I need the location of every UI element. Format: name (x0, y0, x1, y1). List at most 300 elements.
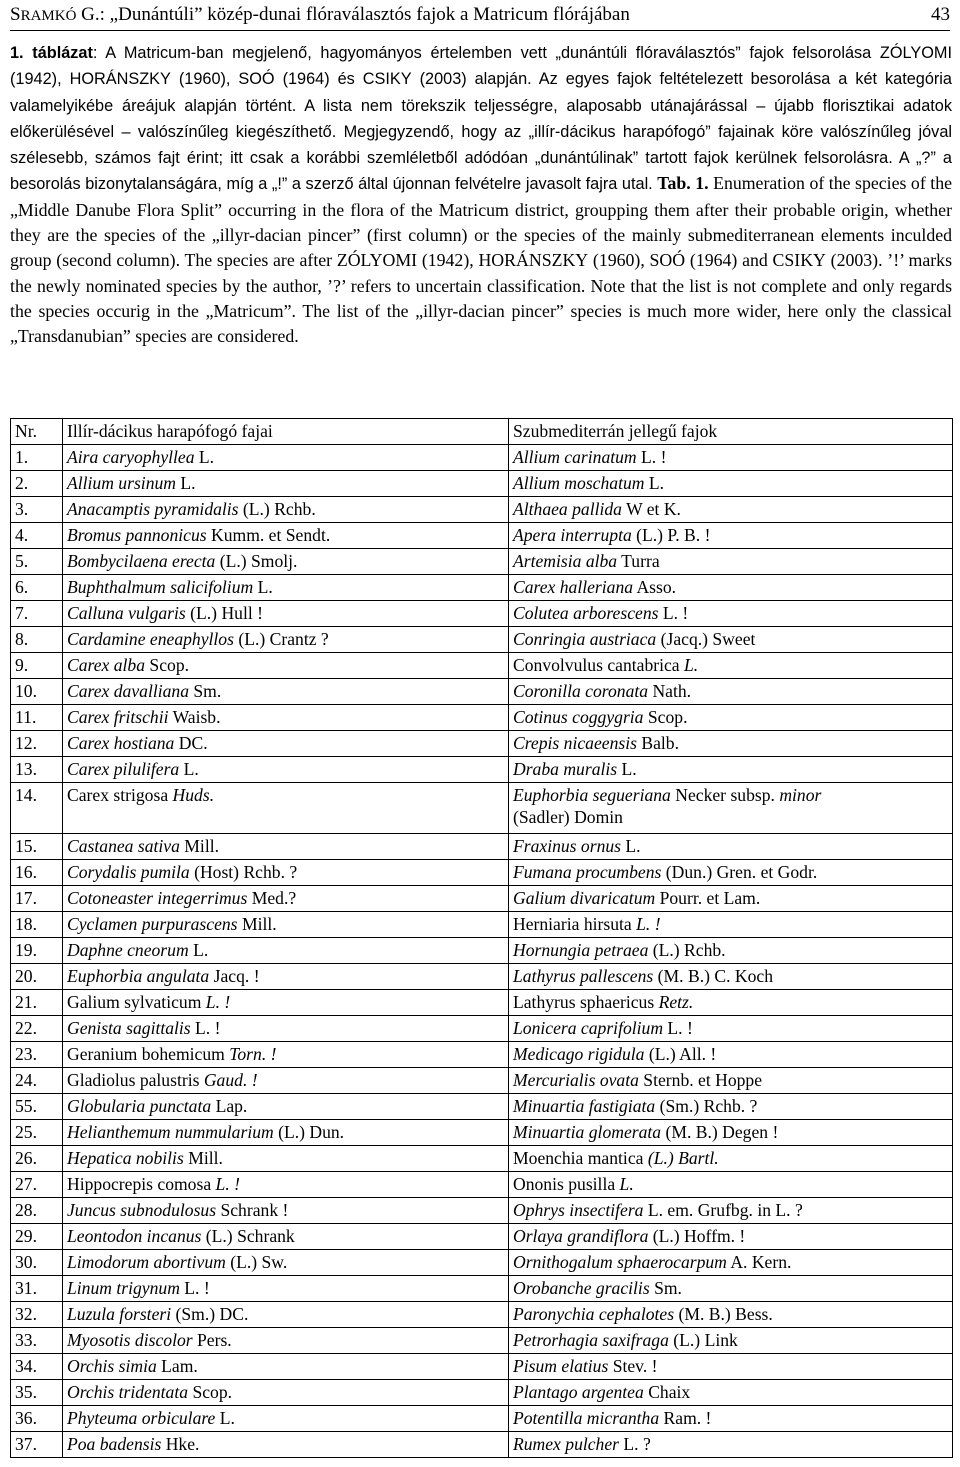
row-number: 28. (11, 1198, 63, 1224)
submediterranean-species (509, 783, 953, 834)
citation-horanszky: HORÁNSZKY (69, 70, 171, 89)
species-author: L. ! (663, 1018, 693, 1038)
species-name: Lathyrus pallescens (513, 966, 654, 986)
row-number: 37. (11, 1432, 63, 1458)
table-row (11, 1172, 953, 1198)
table-caption (10, 40, 952, 350)
species-name: Althaea pallida (513, 499, 622, 519)
row-number: 36. (11, 1406, 63, 1432)
illyr-dacian-species (63, 679, 509, 705)
submediterranean-species (509, 471, 953, 497)
illyr-dacian-species (63, 1380, 509, 1406)
table-row (11, 783, 953, 834)
species-name: Convolvulus cantabrica (513, 655, 685, 675)
species-table (10, 418, 953, 1458)
citation-zolyomi: ZÓLYOMI (879, 44, 952, 62)
row-number: 26. (11, 1146, 63, 1172)
illyr-dacian-species (63, 731, 509, 757)
species-author: Med.? (247, 888, 297, 908)
species-name: Ophrys insectifera (513, 1200, 644, 1220)
species-author: L. (188, 940, 209, 960)
running-title (10, 4, 630, 26)
species-author: Mill. (237, 914, 277, 934)
illyr-dacian-species (63, 549, 509, 575)
species-author: L. (194, 447, 215, 467)
species-author: L. (179, 759, 199, 779)
species-name: Carex hostiana (67, 733, 175, 753)
species-author: Lam. (156, 1356, 198, 1376)
caption-hu-label: 1. táblázat (10, 44, 93, 62)
species-author: L. ! (190, 1018, 221, 1038)
row-number: 10. (11, 679, 63, 705)
species-name: Geranium bohemicum (67, 1044, 230, 1064)
species-name: Carex fritschii (67, 707, 169, 727)
row-number: 55. (11, 1094, 63, 1120)
submediterranean-species (509, 679, 953, 705)
species-author: Sm. (189, 681, 222, 701)
species-author: Asso. (633, 577, 677, 597)
submediterranean-species (509, 964, 953, 990)
submediterranean-species (509, 1276, 953, 1302)
species-author: Chaix (643, 1382, 691, 1402)
row-number: 8. (11, 627, 63, 653)
species-author: (L.) Smolj. (215, 551, 298, 571)
row-number: 29. (11, 1224, 63, 1250)
row-number: 24. (11, 1068, 63, 1094)
row-number: 33. (11, 1328, 63, 1354)
row-number: 23. (11, 1042, 63, 1068)
table-row (11, 497, 953, 523)
species-author: L. (619, 1174, 634, 1194)
illyr-dacian-species (63, 471, 509, 497)
row-number: 21. (11, 990, 63, 1016)
species-name: Lonicera caprifolium (513, 1018, 664, 1038)
species-name: Leontodon incanus (67, 1226, 202, 1246)
species-author: (Jacq.) Sweet (656, 629, 756, 649)
submediterranean-species (509, 1224, 953, 1250)
table-row (11, 549, 953, 575)
species-name: Myosotis discolor (67, 1330, 193, 1350)
table-row (11, 886, 953, 912)
species-author: (Dun.) Gren. et Godr. (661, 862, 818, 882)
species-author: Gaud. ! (203, 1070, 258, 1090)
row-number: 13. (11, 757, 63, 783)
species-name: Poa badensis (67, 1434, 162, 1454)
illyr-dacian-species (63, 1250, 509, 1276)
species-name: Linum trigynum (67, 1278, 180, 1298)
species-author: Jacq. ! (209, 966, 260, 986)
submediterranean-species (509, 1146, 953, 1172)
illyr-dacian-species (63, 1120, 509, 1146)
species-author: A. Kern. (726, 1252, 792, 1272)
table-row (11, 705, 953, 731)
species-author: Turra (617, 551, 660, 571)
illyr-dacian-species (63, 497, 509, 523)
illyr-dacian-species (63, 1406, 509, 1432)
submediterranean-species (509, 731, 953, 757)
species-author: Scop. (643, 707, 688, 727)
table-row (11, 731, 953, 757)
illyr-dacian-species (63, 964, 509, 990)
submediterranean-species (509, 938, 953, 964)
table-row (11, 575, 953, 601)
author-surname-initial: S (10, 4, 21, 25)
table-row (11, 601, 953, 627)
species-author: Sternb. et Hoppe (638, 1070, 763, 1090)
caption-en-label: Tab. 1. (657, 173, 709, 194)
illyr-dacian-species (63, 523, 509, 549)
citation-csiky: CSIKY (362, 70, 412, 89)
table-row (11, 912, 953, 938)
submediterranean-species (509, 1120, 953, 1146)
illyr-dacian-species (63, 1328, 509, 1354)
caption-en-text: (2003). ’!’ marks the newly nominated species by the author, ’?’ refers to uncertain classification. Note that the list is not complete and only regards the species occurig in the „Matricum”. The list of the „illyr-dacian pincer” species is much more wider, here only the classical „Transdanubian” species are considered. (10, 250, 952, 347)
species-name: Colutea arborescens (513, 603, 659, 623)
species-author: L. (215, 1408, 235, 1428)
species-name: Pisum elatius (513, 1356, 609, 1376)
caption-hu-text: (1964) és (274, 70, 363, 89)
species-name: Juncus subnodulosus (67, 1200, 217, 1220)
caption-en-text: (1942), (417, 250, 479, 271)
species-author: L. em. Grufbg. in L. ? (643, 1200, 803, 1220)
table-row (11, 1016, 953, 1042)
submediterranean-species (509, 601, 953, 627)
species-author: DC. (174, 733, 208, 753)
citation-soo: SOÓ (649, 250, 686, 271)
illyr-dacian-species (63, 1354, 509, 1380)
species-author: W et K. (621, 499, 681, 519)
running-header (10, 0, 950, 31)
species-name: Potentilla micrantha (513, 1408, 660, 1428)
table-row (11, 653, 953, 679)
illyr-dacian-species (63, 601, 509, 627)
species-author: (L.) Schrank (201, 1226, 295, 1246)
row-number: 34. (11, 1354, 63, 1380)
illyr-dacian-species (63, 860, 509, 886)
species-name: Limodorum abortivum (67, 1252, 226, 1272)
species-name: Globularia punctata (67, 1096, 212, 1116)
species-name: Apera interrupta (513, 525, 632, 545)
illyr-dacian-species (63, 886, 509, 912)
page-number: 43 (931, 4, 950, 25)
species-name: Cotoneaster integerrimus (67, 888, 248, 908)
row-number: 5. (11, 549, 63, 575)
submediterranean-species (509, 834, 953, 860)
illyr-dacian-species (63, 1016, 509, 1042)
species-author: L. (617, 759, 637, 779)
illyr-dacian-species (63, 1276, 509, 1302)
species-name: Artemisia alba (513, 551, 618, 571)
species-name: Ornithogalum sphaerocarpum (513, 1252, 727, 1272)
illyr-dacian-species (63, 627, 509, 653)
submediterranean-species (509, 1172, 953, 1198)
submediterranean-species (509, 1328, 953, 1354)
species-name: Carex pilulifera (67, 759, 180, 779)
table-row (11, 627, 953, 653)
species-author: Huds. (172, 785, 215, 805)
citation-horanszky: HORÁNSZKY (478, 250, 589, 271)
species-author: Mill. (179, 836, 219, 856)
species-author: Mill. (183, 1148, 223, 1168)
species-author: L. ! (658, 603, 689, 623)
species-name: Moenchia mantica (513, 1148, 648, 1168)
species-name: Medicago rigidula (513, 1044, 645, 1064)
row-number: 32. (11, 1302, 63, 1328)
species-author: (L.) Bartl. (647, 1148, 719, 1168)
species-author: L. ? (619, 1434, 651, 1454)
row-number: 30. (11, 1250, 63, 1276)
species-name: Minuartia fastigiata (513, 1096, 656, 1116)
species-author: Schrank ! (216, 1200, 289, 1220)
species-author: (M. B.) C. Koch (653, 966, 773, 986)
species-author: (L.) P. B. ! (631, 525, 711, 545)
submediterranean-species (509, 549, 953, 575)
species-name: Carex strigosa (67, 785, 173, 805)
species-name: Allium carinatum (513, 447, 637, 467)
species-name: Luzula forsteri (67, 1304, 172, 1324)
row-number: 3. (11, 497, 63, 523)
submediterranean-species (509, 523, 953, 549)
illyr-dacian-species (63, 912, 509, 938)
species-name: Hepatica nobilis (67, 1148, 184, 1168)
species-author: Scop. (145, 655, 190, 675)
species-name: Carex alba (67, 655, 146, 675)
species-author: (Sm.) Rchb. ? (655, 1096, 758, 1116)
species-author: (L.) Rchb. (648, 940, 726, 960)
species-author: L. ! (179, 1278, 210, 1298)
species-name: Hippocrepis comosa (67, 1174, 216, 1194)
row-number: 7. (11, 601, 63, 627)
illyr-dacian-species (63, 990, 509, 1016)
row-number: 31. (11, 1276, 63, 1302)
species-author: L. ! (636, 447, 667, 467)
header-submediterranean: Szubmediterrán jellegű fajok (509, 419, 953, 445)
submediterranean-species (509, 1198, 953, 1224)
species-name: Crepis nicaeensis (513, 733, 637, 753)
species-author: L. (253, 577, 273, 597)
submediterranean-species (509, 653, 953, 679)
illyr-dacian-species (63, 757, 509, 783)
table-header-row (11, 419, 953, 445)
illyr-dacian-species (63, 938, 509, 964)
species-author: L. ! (215, 1174, 240, 1194)
species-name: Daphne cneorum (67, 940, 189, 960)
caption-hu-text: (1960), (170, 70, 239, 89)
species-author: (M. B.) Bess. (674, 1304, 773, 1324)
submediterranean-species (509, 1042, 953, 1068)
table-row (11, 964, 953, 990)
table-row (11, 1302, 953, 1328)
submediterranean-species (509, 1354, 953, 1380)
species-author: Pourr. et Lam. (655, 888, 761, 908)
species-author: (Sadler) Domin (513, 807, 623, 827)
species-name: Genista sagittalis (67, 1018, 191, 1038)
species-name: Fumana procumbens (513, 862, 662, 882)
submediterranean-species (509, 1068, 953, 1094)
species-name: Cardamine eneaphyllos (67, 629, 234, 649)
row-number: 18. (11, 912, 63, 938)
table-row (11, 1406, 953, 1432)
submediterranean-species (509, 886, 953, 912)
species-name: Euphorbia segueriana (513, 785, 671, 805)
row-number: 20. (11, 964, 63, 990)
species-author: Kumm. et Sendt. (206, 525, 331, 545)
illyr-dacian-species (63, 783, 509, 834)
species-name: Bombycilaena erecta (67, 551, 216, 571)
author-surname: RAMKÓ (20, 8, 77, 24)
species-author: L. ! (205, 992, 231, 1012)
species-name: Anacamptis pyramidalis (67, 499, 239, 519)
row-number: 15. (11, 834, 63, 860)
illyr-dacian-species (63, 1302, 509, 1328)
species-author: Torn. ! (229, 1044, 277, 1064)
caption-en-text: (1964) and (685, 250, 773, 271)
species-name: Orchis tridentata (67, 1382, 189, 1402)
illyr-dacian-species (63, 575, 509, 601)
species-name: Fraxinus ornus (513, 836, 622, 856)
row-number: 6. (11, 575, 63, 601)
table-row (11, 523, 953, 549)
species-name: Lathyrus sphaericus (513, 992, 659, 1012)
illyr-dacian-species (63, 1094, 509, 1120)
illyr-dacian-species (63, 1042, 509, 1068)
species-name: Plantago argentea (513, 1382, 644, 1402)
submediterranean-species (509, 912, 953, 938)
table-row (11, 1146, 953, 1172)
species-author: Ram. ! (659, 1408, 712, 1428)
illyr-dacian-species (63, 1068, 509, 1094)
species-name: Hornungia petraea (513, 940, 649, 960)
species-author: (L.) Dun. (273, 1122, 345, 1142)
species-author: (L.) Hoffm. ! (648, 1226, 746, 1246)
species-author: (L.) Link (668, 1330, 738, 1350)
species-name: Phyteuma orbiculare (67, 1408, 216, 1428)
species-name: Helianthemum nummularium (67, 1122, 274, 1142)
species-name: Allium moschatum (513, 473, 645, 493)
species-author: Retz. (658, 992, 694, 1012)
species-name: Coronilla coronata (513, 681, 649, 701)
row-number: 22. (11, 1016, 63, 1042)
species-name: Orlaya grandiflora (513, 1226, 649, 1246)
illyr-dacian-species (63, 1146, 509, 1172)
table-row (11, 1198, 953, 1224)
row-number: 1. (11, 445, 63, 471)
table-row (11, 1224, 953, 1250)
species-name: Orchis simia (67, 1356, 157, 1376)
row-number: 27. (11, 1172, 63, 1198)
article-title: „Dunántúli” közép-dunai flóraválasztós fajok a Matricum flórájában (109, 4, 630, 25)
caption-hungarian (10, 44, 952, 193)
species-name: Corydalis pumila (67, 862, 190, 882)
table-row (11, 1094, 953, 1120)
species-name: Calluna vulgaris (67, 603, 186, 623)
illyr-dacian-species (63, 834, 509, 860)
species-name: Galium divaricatum (513, 888, 656, 908)
species-name: Paronychia cephalotes (513, 1304, 675, 1324)
submediterranean-species (509, 1406, 953, 1432)
table-row (11, 445, 953, 471)
species-author: Necker subsp. (670, 785, 780, 805)
caption-hu-text: (1942), (10, 70, 70, 89)
species-name: Mercurialis ovata (513, 1070, 639, 1090)
species-name: Ononis pusilla (513, 1174, 620, 1194)
submediterranean-species (509, 1250, 953, 1276)
citation-zolyomi: ZÓLYOMI (336, 250, 418, 271)
row-number: 12. (11, 731, 63, 757)
species-name: Gladiolus palustris (67, 1070, 204, 1090)
submediterranean-species (509, 860, 953, 886)
species-author: (L.) Crantz ? (233, 629, 329, 649)
species-author: (Sm.) DC. (171, 1304, 249, 1324)
species-name: Minuartia glomerata (513, 1122, 662, 1142)
species-author: (L.) All. ! (644, 1044, 717, 1064)
species-name: Rumex pulcher (513, 1434, 620, 1454)
row-number: 17. (11, 886, 63, 912)
species-name: Cyclamen purpurascens (67, 914, 238, 934)
table-row (11, 1250, 953, 1276)
citation-soo: SOÓ (238, 70, 275, 89)
table-row (11, 1068, 953, 1094)
header-illyr-dacian: Illír-dácikus harapófogó fajai (63, 419, 509, 445)
row-number: 35. (11, 1380, 63, 1406)
species-name: Allium ursinum (67, 473, 176, 493)
species-name: Conringia austriaca (513, 629, 657, 649)
table-row (11, 757, 953, 783)
submediterranean-species (509, 445, 953, 471)
species-name: Carex halleriana (513, 577, 634, 597)
caption-en-text: (1960), (588, 250, 650, 271)
species-name: Aira caryophyllea (67, 447, 195, 467)
submediterranean-species (509, 1432, 953, 1458)
illyr-dacian-species (63, 1224, 509, 1250)
illyr-dacian-species (63, 1432, 509, 1458)
species-author: Nath. (648, 681, 692, 701)
citation-csiky: CSIKY (772, 250, 826, 271)
species-author: L. (621, 836, 641, 856)
submediterranean-species (509, 497, 953, 523)
species-author: (M. B.) Degen ! (661, 1122, 779, 1142)
species-author: L. ! (636, 914, 661, 934)
species-author: Sm. (649, 1278, 682, 1298)
species-author: (L.) Sw. (225, 1252, 288, 1272)
species-name: Petrorhagia saxifraga (513, 1330, 669, 1350)
table-row (11, 990, 953, 1016)
row-number: 14. (11, 783, 63, 834)
species-name: Herniaria hirsuta (513, 914, 637, 934)
table-row (11, 471, 953, 497)
species-author: Scop. (188, 1382, 233, 1402)
row-number: 9. (11, 653, 63, 679)
species-author: L. (644, 473, 665, 493)
species-name: Bromus pannonicus (67, 525, 207, 545)
species-author: L. (684, 655, 699, 675)
caption-hu-text: (2003) alapján. Az egyes fajok feltételezett besorolása a két kategória valamelyikébe áreájuk alapján történt. A lista nem törekszik teljességre, alaposabb utánajárással – újabb florisztikai adatok előkerülésével – valószínűleg kiegészíthető. Megjegyzendő, hogy az „illír-dácikus harapófogó” fajainak köre valószínűleg jóval szélesebb, számos fajt érint; itt csak a korábbi szemléletből adódóan „dunántúlinak” tartott fajok kerülnek felsorolásra. A „?” a besorolás bizonytalanságára, míg a „!” a szerző által újonnan felvételre javasolt fajra utal. (10, 70, 952, 194)
illyr-dacian-species (63, 1172, 509, 1198)
species-author: Hke. (161, 1434, 200, 1454)
submediterranean-species (509, 757, 953, 783)
illyr-dacian-species (63, 653, 509, 679)
table-row (11, 1328, 953, 1354)
submediterranean-species (509, 990, 953, 1016)
table-row (11, 1042, 953, 1068)
illyr-dacian-species (63, 445, 509, 471)
row-number: 11. (11, 705, 63, 731)
submediterranean-species (509, 1380, 953, 1406)
species-name: Carex davalliana (67, 681, 189, 701)
species-author: Stev. ! (608, 1356, 658, 1376)
table-row (11, 1120, 953, 1146)
species-author: L. (176, 473, 196, 493)
